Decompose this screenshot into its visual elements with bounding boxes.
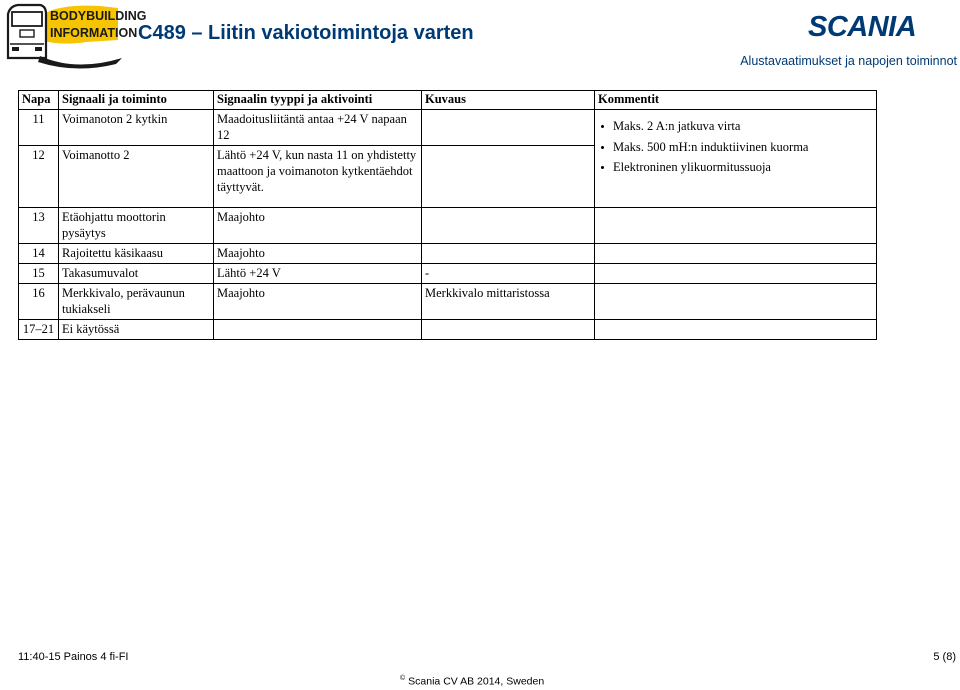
pin-function-table bbox=[18, 90, 877, 340]
logo-text-line2: INFORMATION bbox=[50, 26, 138, 40]
comments-cell bbox=[595, 320, 877, 340]
comment-item: Maks. 500 mH:n induktiivinen kuorma bbox=[599, 139, 876, 160]
logo-text-line1: BODYBUILDING bbox=[50, 9, 147, 23]
pin-cell: 16 bbox=[19, 284, 59, 320]
description-cell bbox=[422, 320, 595, 340]
column-header: Kommentit bbox=[595, 91, 877, 110]
signal-cell: Ei käytössä bbox=[59, 320, 214, 340]
bodybuilding-information-logo bbox=[0, 0, 147, 72]
table-row bbox=[19, 110, 877, 146]
comments-list bbox=[595, 110, 876, 180]
table-row bbox=[19, 264, 877, 284]
copyright-text: Scania CV AB 2014, Sweden bbox=[408, 675, 545, 688]
pin-cell: 13 bbox=[19, 208, 59, 244]
signal-cell: Voimanoton 2 kytkin bbox=[59, 110, 214, 146]
footer-document-id: 11:40-15 Painos 4 fi-FI bbox=[18, 651, 129, 663]
signal-cell: Voimanotto 2 bbox=[59, 146, 214, 208]
type-cell bbox=[214, 320, 422, 340]
description-cell bbox=[422, 110, 595, 146]
scania-logo: SCANIA bbox=[808, 11, 917, 43]
type-cell: Lähtö +24 V bbox=[214, 264, 422, 284]
description-cell: - bbox=[422, 264, 595, 284]
pin-cell: 15 bbox=[19, 264, 59, 284]
pin-cell: 11 bbox=[19, 110, 59, 146]
column-header: Kuvaus bbox=[422, 91, 595, 110]
page-subtitle: Alustavaatimukset ja napojen toiminnot bbox=[740, 54, 957, 68]
description-cell bbox=[422, 244, 595, 264]
pin-cell: 14 bbox=[19, 244, 59, 264]
column-header: Signaali ja toiminto bbox=[59, 91, 214, 110]
signal-cell: Rajoitettu käsikaasu bbox=[59, 244, 214, 264]
column-header: Napa bbox=[19, 91, 59, 110]
copyright-symbol: © bbox=[400, 675, 406, 682]
footer-copyright bbox=[400, 675, 544, 688]
description-cell bbox=[422, 146, 595, 208]
page-title: C489 – Liitin vakiotoimintoja varten bbox=[138, 22, 474, 44]
table-row bbox=[19, 284, 877, 320]
comment-item: Elektroninen ylikuormitussuoja bbox=[599, 159, 876, 180]
type-cell: Lähtö +24 V, kun nasta 11 on yhdistetty maattoon ja voimanoton kytkentäehdot täyttyvät. bbox=[214, 146, 422, 208]
comments-cell bbox=[595, 264, 877, 284]
type-cell: Maajohto bbox=[214, 284, 422, 320]
column-header: Signaalin tyyppi ja aktivointi bbox=[214, 91, 422, 110]
signal-cell: Merkkivalo, perävaunun tukiakseli bbox=[59, 284, 214, 320]
comments-cell bbox=[595, 110, 877, 208]
type-cell: Maajohto bbox=[214, 244, 422, 264]
pin-cell: 17–21 bbox=[19, 320, 59, 340]
comment-item: Maks. 2 A:n jatkuva virta bbox=[599, 118, 876, 139]
signal-cell: Takasumuvalot bbox=[59, 264, 214, 284]
type-cell: Maadoitusliitäntä antaa +24 V napaan 12 bbox=[214, 110, 422, 146]
type-cell: Maajohto bbox=[214, 208, 422, 244]
comments-cell bbox=[595, 284, 877, 320]
description-cell bbox=[422, 208, 595, 244]
table-row bbox=[19, 208, 877, 244]
table-row bbox=[19, 244, 877, 264]
footer-page-number: 5 (8) bbox=[933, 651, 956, 663]
comments-cell bbox=[595, 244, 877, 264]
signal-cell: Etäohjattu moottorin pysäytys bbox=[59, 208, 214, 244]
pin-cell: 12 bbox=[19, 146, 59, 208]
comments-cell bbox=[595, 208, 877, 244]
table-row bbox=[19, 320, 877, 340]
table-header-row bbox=[19, 91, 877, 110]
description-cell: Merkkivalo mittaristossa bbox=[422, 284, 595, 320]
